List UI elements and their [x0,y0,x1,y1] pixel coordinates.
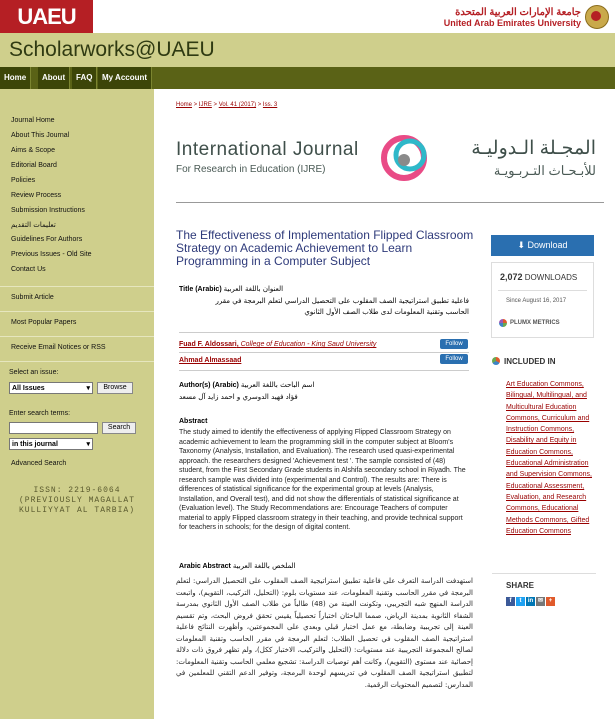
facebook-icon[interactable]: f [506,597,515,606]
sidebar-divider [0,361,154,362]
included-in-heading: INCLUDED IN [504,357,556,366]
chevron-down-icon: ▾ [86,385,90,392]
top-bar [0,0,615,33]
sidebar-submit-article[interactable]: Submit Article [11,294,54,301]
breadcrumb-issue[interactable]: Iss. 3 [262,102,278,108]
sidebar-divider [0,286,154,287]
browse-button[interactable]: Browse [97,382,133,394]
download-icon: ⬇ [517,240,528,250]
sidebar-review-process[interactable]: Review Process [11,192,62,199]
university-seal-icon [585,5,609,29]
author-1[interactable]: Fuad F. Aldossari, College of Education - King Saud University [179,341,377,348]
nav-about[interactable]: About [38,67,70,89]
nav-home[interactable]: Home [0,67,31,89]
banner-subtitle-arabic: للأبـحـاث التـربـويـة [493,163,596,178]
select-issue-value: All Issues [12,385,45,392]
metrics-box [491,262,594,338]
authors-arabic-text: فؤاد فهيد الدوسري و احمد زايد آل مسعد [179,393,298,401]
header-rule [176,202,604,203]
follow-author-2-button[interactable]: Follow [440,354,468,364]
download-button[interactable] [491,235,594,256]
sidebar-divider [0,336,154,337]
site-title[interactable]: Scholarworks@UAEU [9,38,215,61]
university-branding[interactable] [444,4,609,30]
journal-logo-icon [380,131,434,185]
email-icon[interactable]: ✉ [537,598,544,604]
main-nav [0,67,615,89]
downloads-count: 2,072 DOWNLOADS [500,272,578,282]
title-arabic-label: Title (Arabic) العنوان باللغة العربية [179,285,284,293]
search-terms-label: Enter search terms: [9,410,71,417]
linkedin-icon[interactable]: in [527,598,534,604]
issn-previous-line: KULLIYYAT AL TARBIA) [18,506,135,515]
sidebar-contact-us[interactable]: Contact Us [11,266,46,273]
uaeu-logo[interactable]: UAEU [0,0,93,33]
issn-previous-line: (PREVIOUSLY MAGALLAT [18,496,135,505]
sidebar-email-notices[interactable]: Receive Email Notices or RSS [11,344,106,351]
arabic-abstract-label: Arabic Abstract الملخص باللغة العربية [179,562,296,570]
nav-faq[interactable]: FAQ [72,67,97,89]
sidebar [0,89,154,719]
abstract-text: The study aimed to identify the effectiveness of applying Flipped Classroom Strategy on academic achievement to learn the programming skill in the computer subject at Bloom's Taxonomy (Analysis, Installation, and Evaluation). The research used quasi-experimental approach. the researchers designed 'Achievement test '. The sample consisted of (48) student, from the First Secondary Grade students in Alshifa secondary school in Riyadh. The research sample was divided into (experimental and Control). The results are: There is differences of statistical significance for the experimental group at levels (Analysis, Installation, and Overall test), and did not show the differentials of statistical significance at (Evaluation level). The Study Recommendations are: Encourage Teachers of computer material to apply Flipped classroom strategy in their teaching, and provide technical support for teachers in schools; for the design of digital content. [179,429,466,531]
share-icons [506,597,555,606]
downloads-since: Since August 16, 2017 [506,298,567,304]
author-2[interactable]: Ahmad Almassaad [179,357,242,364]
sidebar-editorial-board[interactable]: Editorial Board [11,162,57,169]
sidebar-guidelines-authors[interactable]: Guidelines For Authors [11,236,83,243]
banner-title-english: International Journal [176,139,359,160]
download-label: Download [527,240,568,250]
main-content [154,89,615,719]
sidebar-journal-home[interactable]: Journal Home [11,117,55,124]
sidebar-submission-instructions[interactable]: Submission Instructions [11,207,85,214]
select-issue-dropdown[interactable] [9,382,93,394]
select-issue-label: Select an issue: [9,369,59,376]
title-arabic-line1: فاعلية تطبيق استراتيجية الصف المقلوب على التحصيل الدراسي لتعلم البرمجة في مقرر [215,297,469,305]
title-arabic-line2: الحاسب وتقنية المعلومات لدى طلاب الصف الأول الثانوي [304,308,469,316]
chevron-down-icon: ▾ [86,441,90,448]
follow-author-1-button[interactable]: Follow [440,339,468,349]
sidebar-most-popular[interactable]: Most Popular Papers [11,319,77,326]
discipline-links[interactable]: Art Education Commons, Bilingual, Multilingual, and Multicultural Education Commons, Curriculum and Instruction Commons, Disability and Equity in Education Commons, Educational Administration and Supervision Commons, Educational Assessment, Evaluation, and Research Commons, Educational Methods Commons, Gifted Education Commons [506,381,592,535]
included-in-icon [492,357,500,365]
breadcrumb-home[interactable]: Home [176,102,193,108]
article-title: The Effectiveness of Implementation Flipped Classroom Strategy on Academic Achievement to Learn Programming in a Computer Subject [176,228,474,268]
breadcrumb-volume[interactable]: Vol. 41 (2017) [218,102,257,108]
arabic-abstract-text: استهدفت الدراسة التعرف على فاعلية تطبيق استراتيجية الصف المقلوب على التحصيل الدراسي: لتعلم البرمجة في مقرر الحاسب وتقنية المعلومات، عند مستويات بلوم: (التحليل، التركيب، التقويم)، واتبعت الدراسة المنهج شبه التجريبي، وتكونت العينة من (48) طالباً من طلاب الصف الأول الثانوي بمدرسة الشفاء الثانوية بمدينة الرياض، صمما الباحثان اختباراً تحصيلياً يقيس تحقق فروض البحث، وتم تقسيم العينة إلى تجريبية وضابطة، مع عمل اختبار قبلي وبعدي على المجموعتين، وأظهرت النتائج فاعلية استراتيجية الصف المقلوب في تحصيل الطلاب: لتعلم البرمجة في مقرر الحاسب وتقنية المعلومات لصالح المجموعة التجريبية عند مستويات: (التحليل والتركيب، الاختبار ككل)، ولم تظهر فروق ذات دلالة إحصائية عند مستوى (التقويم)، وكانت أهم توصيات الدراسة: تشجيع معلمي الحاسب وتقنية المعلومات: لتطبيق استراتيجية الصف المقلوب في تدريسهم لوحدة البرمجة، وتوفير الدعم التقني للمعلمين في المدارس: لتصميم المحتويات الرقمية. [176,577,473,689]
search-scope-dropdown[interactable] [9,438,93,450]
university-name-arabic: جامعة الإمارات العربية المتحدة [455,6,581,18]
sidebar-about-journal[interactable]: About This Journal [11,132,70,139]
twitter-icon[interactable]: t [516,597,525,606]
sidebar-divider [0,311,154,312]
share-heading: SHARE [506,581,535,590]
banner-subtitle-english: For Research in Education (IJRE) [176,164,326,175]
metrics-divider [498,290,587,291]
nav-my-account[interactable]: My Account [98,67,152,89]
sidebar-policies[interactable]: Policies [11,177,36,184]
banner-title-arabic: المجـلة الـدوليـة [471,138,596,159]
search-button[interactable]: Search [102,422,136,434]
journal-banner [176,127,596,189]
sidebar-aims-scope[interactable]: Aims & Scope [11,147,55,154]
more-share-icon[interactable]: + [546,597,555,606]
site-header [0,33,615,67]
breadcrumb-journal[interactable]: IJRE [198,102,212,108]
issn-line: ISSN: 2219-6064 [33,486,121,495]
sidebar-submission-instructions-arabic[interactable]: تعليمات التقديم [11,221,56,229]
divider [179,332,469,333]
authors-arabic-label: Author(s) (Arabic) اسم الباحث باللغة العربية [179,381,315,389]
divider [179,352,469,353]
breadcrumb: Home > IJRE > Vol. 41 (2017) > Iss. 3 [176,102,278,108]
plumx-metrics-link[interactable]: PLUMX METRICS [510,320,560,326]
abstract-label: Abstract [179,418,208,425]
divider [179,370,469,371]
sidebar-previous-issues[interactable]: Previous Issues - Old Site [11,251,92,258]
university-name-english: United Arab Emirates University [443,17,581,28]
plumx-icon [499,319,507,327]
search-input[interactable] [9,422,98,434]
advanced-search-link[interactable]: Advanced Search [11,460,67,467]
share-divider [492,573,596,574]
search-scope-value: in this journal [12,441,58,448]
